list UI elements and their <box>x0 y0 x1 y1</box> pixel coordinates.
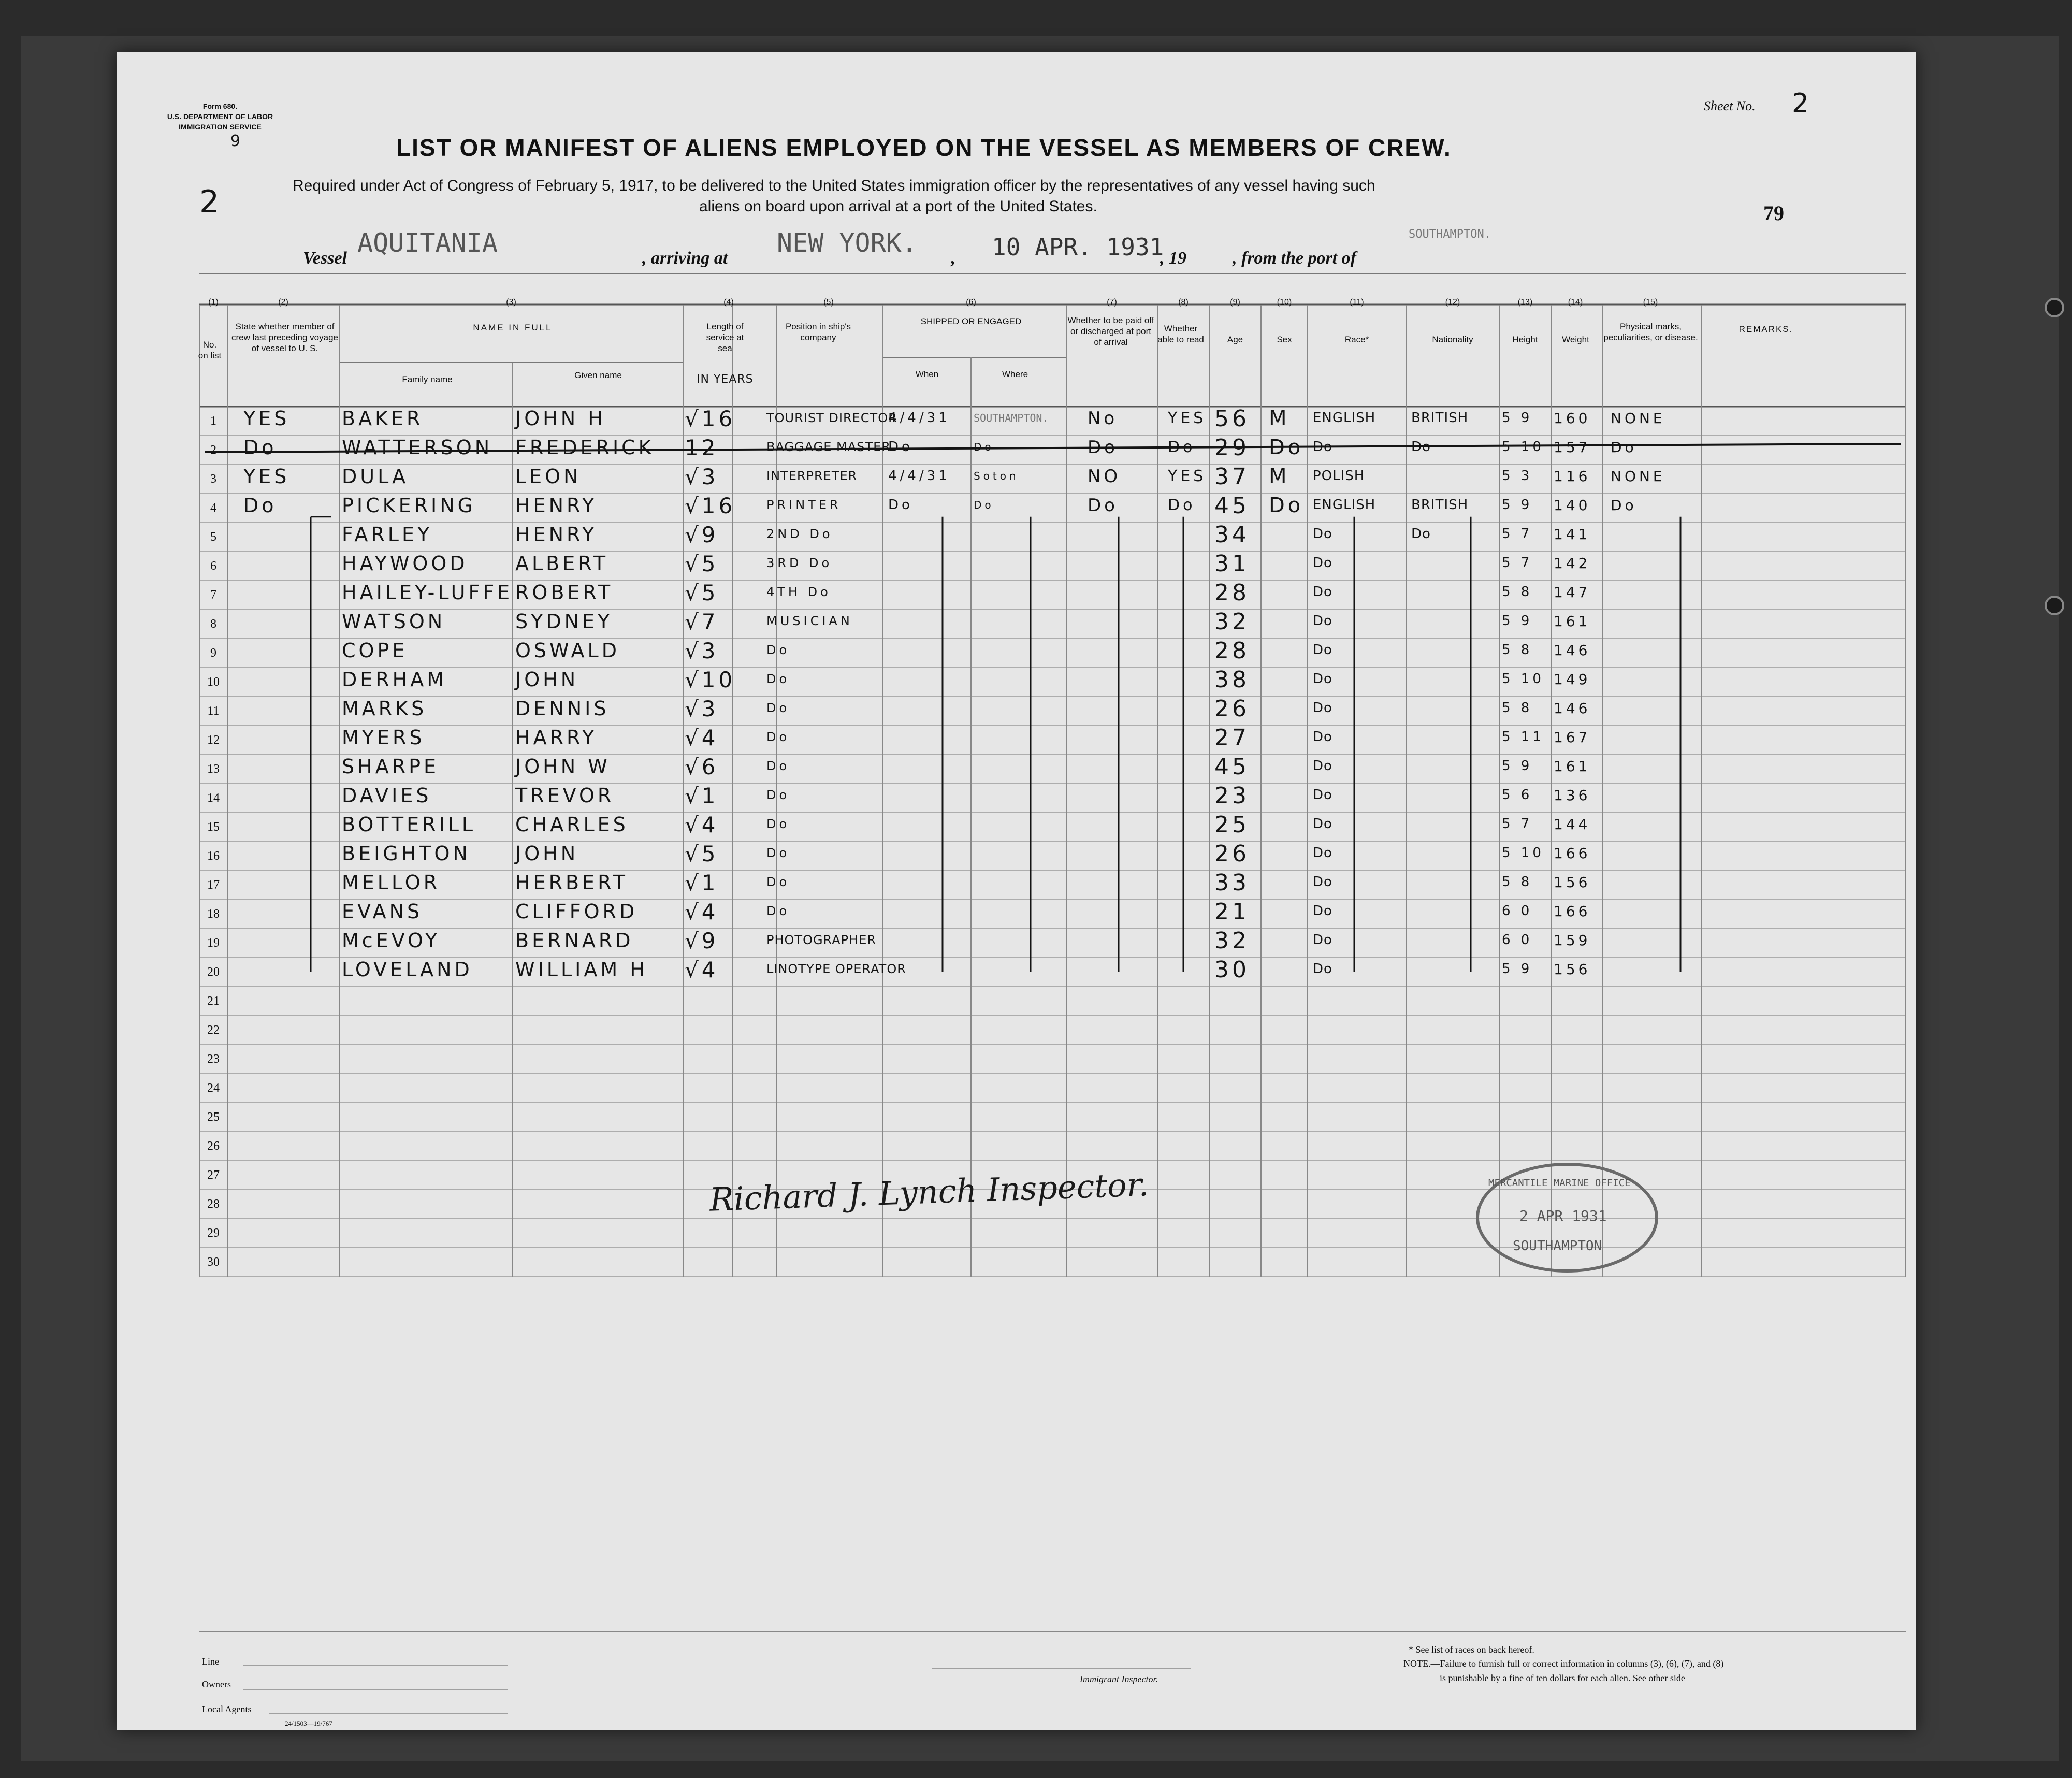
age-cell: 33 <box>1214 870 1250 896</box>
given-name-cell: HERBERT <box>515 871 628 894</box>
footer-inspector-label: Immigrant Inspector. <box>1080 1674 1158 1684</box>
row-number: 1 <box>210 414 216 428</box>
family-name-cell: LOVELAND <box>342 958 473 981</box>
race-cell: Do <box>1313 642 1332 658</box>
family-name-cell: EVANS <box>342 900 423 923</box>
weight-cell: 159 <box>1554 932 1591 949</box>
height-cell: 5 8 <box>1502 642 1533 658</box>
family-name-cell: COPE <box>342 639 408 662</box>
race-cell: ENGLISH <box>1313 497 1376 513</box>
weight-cell: 161 <box>1554 613 1591 630</box>
race-cell: ENGLISH <box>1313 410 1376 426</box>
race-cell: Do <box>1313 787 1332 803</box>
position-cell: LINOTYPE OPERATOR <box>766 962 906 976</box>
row-number: 11 <box>207 704 220 718</box>
weight-cell: 160 <box>1554 410 1591 427</box>
given-name-cell: HARRY <box>515 726 598 749</box>
row-number: 3 <box>210 472 216 486</box>
sex-cell: M <box>1269 465 1290 488</box>
shipped-when-cell: Do <box>888 439 913 455</box>
age-cell: 45 <box>1214 493 1250 519</box>
footer-agents-label: Local Agents <box>202 1704 252 1714</box>
row-number: 5 <box>210 530 216 544</box>
column-number: (2) <box>278 298 288 307</box>
family-name-cell: WATSON <box>342 610 446 633</box>
position-cell: PRINTER <box>766 498 842 512</box>
paid-off-cell: No <box>1088 408 1118 429</box>
height-cell: 5 8 <box>1502 874 1533 890</box>
subtitle-line-2: aliens on board upon arrival at a port of the United States. <box>699 198 1097 215</box>
family-name-cell: BEIGHTON <box>342 842 471 865</box>
sex-cell: M <box>1269 407 1290 430</box>
row-number: 19 <box>207 936 220 950</box>
age-cell: 23 <box>1214 783 1250 809</box>
given-name-cell: CHARLES <box>515 813 629 836</box>
prior-voyage-cell: Do <box>243 494 277 517</box>
service-length-cell: √16 <box>685 406 736 431</box>
given-name-cell: WILLIAM H <box>515 958 648 981</box>
form-number: Form 680. <box>202 102 238 110</box>
family-name-cell: HAYWOOD <box>342 552 468 575</box>
inspector-signature: Richard J. Lynch Inspector. <box>708 1165 1150 1219</box>
weight-cell: 141 <box>1554 526 1591 543</box>
row-number: 25 <box>207 1110 220 1124</box>
nationality-cell: BRITISH <box>1411 410 1469 426</box>
row-number: 14 <box>207 791 220 805</box>
service-length-cell: √5 <box>685 841 719 866</box>
able-to-read-cell: Do <box>1168 496 1196 514</box>
age-cell: 34 <box>1214 522 1250 548</box>
position-cell: 3RD Do <box>766 556 833 570</box>
height-cell: 5 10 <box>1502 439 1544 455</box>
seal-bottom-text: SOUTHAMPTON <box>1513 1238 1602 1254</box>
header-when: When <box>915 369 939 379</box>
weight-cell: 146 <box>1554 642 1591 659</box>
height-cell: 5 9 <box>1502 613 1533 629</box>
weight-cell: 166 <box>1554 845 1591 862</box>
position-cell: Do <box>766 643 790 657</box>
race-cell: POLISH <box>1313 468 1365 484</box>
vessel-name: AQUITANIA <box>357 228 498 258</box>
year-label: , 19 <box>1160 249 1186 268</box>
service-length-cell: √4 <box>685 899 719 924</box>
nationality-cell: Do <box>1411 439 1431 455</box>
height-cell: 6 0 <box>1502 932 1533 948</box>
age-cell: 56 <box>1214 406 1250 432</box>
nationality-cell: BRITISH <box>1411 497 1469 513</box>
family-name-cell: DERHAM <box>342 668 447 691</box>
footer-race-note: * See list of races on back hereof. <box>1409 1644 1534 1655</box>
service-length-cell: √4 <box>685 957 719 982</box>
service-length-cell: √3 <box>685 464 719 489</box>
given-name-cell: TREVOR <box>515 784 615 807</box>
given-name-cell: DENNIS <box>515 697 610 720</box>
row-number: 12 <box>207 733 220 747</box>
row-number: 6 <box>210 559 216 573</box>
given-name-cell: JOHN W <box>515 755 611 778</box>
weight-cell: 167 <box>1554 729 1591 746</box>
physical-marks-cell: NONE <box>1611 468 1665 485</box>
footer-note-line-1: NOTE.—Failure to furnish full or correct information in columns (3), (6), (7), and (8) <box>1403 1658 1724 1669</box>
race-cell: Do <box>1313 758 1332 774</box>
race-cell: Do <box>1313 671 1332 687</box>
race-cell: Do <box>1313 845 1332 861</box>
column-number: (10) <box>1277 298 1292 307</box>
comma-separator: , <box>950 249 955 268</box>
physical-marks-cell: NONE <box>1611 410 1665 427</box>
age-cell: 29 <box>1214 435 1250 461</box>
header-family-name: Family name <box>402 374 453 384</box>
height-cell: 5 8 <box>1502 584 1533 600</box>
family-name-cell: MYERS <box>342 726 425 749</box>
height-cell: 5 9 <box>1502 410 1533 426</box>
column-number: (7) <box>1107 298 1117 307</box>
row-number: 16 <box>207 849 220 863</box>
paid-off-cell: NO <box>1088 466 1121 487</box>
subtitle-line-1: Required under Act of Congress of February 5, 1917, to be delivered to the United States immigration officer by the representatives of any vessel having such <box>293 177 1375 194</box>
age-cell: 28 <box>1214 638 1250 664</box>
row-number: 22 <box>207 1023 220 1037</box>
row-number: 26 <box>207 1139 220 1153</box>
sex-cell: Do <box>1269 436 1304 459</box>
row-number: 2 <box>210 443 216 457</box>
header-sex: Sex <box>1277 335 1292 344</box>
nationality-cell: Do <box>1411 526 1431 542</box>
family-name-cell: BAKER <box>342 407 424 430</box>
service-length-cell: √6 <box>685 754 719 779</box>
row-number: 4 <box>210 501 216 515</box>
age-cell: 27 <box>1214 725 1250 751</box>
page-title: LIST OR MANIFEST OF ALIENS EMPLOYED ON THE VESSEL AS MEMBERS OF CREW. <box>396 134 1452 161</box>
height-cell: 5 9 <box>1502 961 1533 977</box>
position-cell: TOURIST DIRECTOR <box>766 411 897 425</box>
service-length-cell: √5 <box>685 551 719 576</box>
family-name-cell: WATTERSON <box>342 436 493 459</box>
race-cell: Do <box>1313 439 1332 455</box>
race-cell: Do <box>1313 961 1332 977</box>
column-number: (4) <box>723 298 734 307</box>
header-length-handwritten: IN YEARS <box>697 373 754 386</box>
age-cell: 32 <box>1214 609 1250 635</box>
service-length-cell: √3 <box>685 638 719 663</box>
age-cell: 37 <box>1214 464 1250 490</box>
service-length-cell: √4 <box>685 812 719 837</box>
position-cell: PHOTOGRAPHER <box>766 933 877 947</box>
header-height: Height <box>1512 335 1538 344</box>
arriving-label: , arriving at <box>642 249 728 268</box>
given-name-cell: FREDERICK <box>515 436 655 459</box>
column-number: (9) <box>1230 298 1240 307</box>
service-length-cell: √3 <box>685 696 719 721</box>
height-cell: 5 9 <box>1502 758 1533 774</box>
race-cell: Do <box>1313 903 1332 919</box>
header-nationality: Nationality <box>1432 335 1473 344</box>
from-port: SOUTHAMPTON. <box>1409 228 1491 241</box>
header-state-whether: State whether member of crew last preceding voyage of vessel to U. S. <box>231 322 338 353</box>
race-cell: Do <box>1313 700 1332 716</box>
footer-form-code: 24/1503—19/767 <box>285 1719 332 1727</box>
shipped-where-cell: Do <box>974 441 994 453</box>
column-number: (1) <box>208 298 219 307</box>
service-length-cell: 12 <box>685 435 719 460</box>
service-length-cell: √5 <box>685 580 719 605</box>
given-name-cell: CLIFFORD <box>515 900 638 923</box>
row-number: 18 <box>207 907 220 921</box>
seal-top-text: MERCANTILE MARINE OFFICE <box>1488 1177 1631 1189</box>
physical-marks-cell: Do <box>1611 497 1637 514</box>
row-number: 27 <box>207 1168 220 1182</box>
row-number: 21 <box>207 994 220 1008</box>
shipped-when-cell: 4/4/31 <box>888 410 950 426</box>
given-name-cell: HENRY <box>515 494 598 517</box>
age-cell: 26 <box>1214 696 1250 722</box>
weight-cell: 142 <box>1554 555 1591 572</box>
row-number: 24 <box>207 1081 220 1095</box>
column-number: (3) <box>506 298 516 307</box>
family-name-cell: DAVIES <box>342 784 432 807</box>
given-name-cell: JOHN H <box>515 407 606 430</box>
margin-number: 2 <box>199 184 223 220</box>
position-cell: Do <box>766 730 790 744</box>
shipped-where-cell: Do <box>974 499 994 511</box>
race-cell: Do <box>1313 874 1332 890</box>
weight-cell: 149 <box>1554 671 1591 688</box>
position-cell: Do <box>766 904 790 918</box>
height-cell: 5 10 <box>1502 671 1544 687</box>
physical-marks-cell: Do <box>1611 439 1637 456</box>
row-number: 23 <box>207 1052 220 1066</box>
weight-cell: 161 <box>1554 758 1591 775</box>
race-cell: Do <box>1313 613 1332 629</box>
given-name-cell: BERNARD <box>515 929 634 952</box>
race-cell: Do <box>1313 584 1332 600</box>
age-cell: 25 <box>1214 812 1250 838</box>
race-cell: Do <box>1313 729 1332 745</box>
shipped-when-cell: Do <box>888 497 913 513</box>
header-weight: Weight <box>1562 335 1589 344</box>
header-paid-off: Whether to be paid off or discharged at port of arrival <box>1067 315 1154 347</box>
service-length-cell: √7 <box>685 609 719 634</box>
header-shipped-or-engaged: SHIPPED OR ENGAGED <box>920 316 1022 326</box>
shipped-when-cell: 4/4/31 <box>888 468 950 484</box>
age-cell: 26 <box>1214 841 1250 867</box>
header-race: Race* <box>1344 335 1369 344</box>
column-number: (8) <box>1178 298 1189 307</box>
header-given-name: Given name <box>574 370 622 380</box>
given-name-cell: ALBERT <box>515 552 609 575</box>
height-cell: 5 10 <box>1502 845 1544 861</box>
row-number: 9 <box>210 646 216 660</box>
age-cell: 31 <box>1214 551 1250 577</box>
arrival-date-stamp: 10 APR. 1931 <box>992 233 1164 261</box>
position-cell: BAGGAGE MASTER <box>766 440 891 454</box>
age-cell: 45 <box>1214 754 1250 780</box>
position-cell: MUSICIAN <box>766 614 853 628</box>
row-number: 30 <box>207 1255 220 1269</box>
given-name-cell: HENRY <box>515 523 598 546</box>
corner-mark: 9 <box>230 132 244 150</box>
row-number: 13 <box>207 762 220 776</box>
weight-cell: 156 <box>1554 874 1591 891</box>
shipped-where-cell: Soton <box>974 470 1019 482</box>
header-physical-marks: Physical marks, peculiarities, or disease. <box>1603 322 1698 342</box>
given-name-cell: JOHN <box>515 842 579 865</box>
header-position: Position in ship's company <box>785 322 851 342</box>
header-length-of-service: Length of service at sea <box>706 322 744 353</box>
position-cell: 2ND Do <box>766 527 833 541</box>
footer-note-line-2: is punishable by a fine of ten dollars for each alien. See other side <box>1440 1673 1685 1683</box>
position-cell: Do <box>766 672 790 686</box>
age-cell: 38 <box>1214 667 1250 693</box>
page-number: 79 <box>1763 201 1784 225</box>
column-number: (14) <box>1568 298 1583 307</box>
header-no-on-list: No. on list <box>198 340 222 360</box>
paid-off-cell: Do <box>1088 495 1118 516</box>
position-cell: INTERPRETER <box>766 469 858 483</box>
mercantile-marine-office-seal <box>1476 1163 1658 1273</box>
weight-cell: 146 <box>1554 700 1591 717</box>
given-name-cell: SYDNEY <box>515 610 613 633</box>
sheet-number: 2 <box>1792 88 1813 119</box>
arriving-port: NEW YORK. <box>777 228 917 258</box>
age-cell: 30 <box>1214 957 1250 983</box>
weight-cell: 147 <box>1554 584 1591 601</box>
position-cell: Do <box>766 846 790 860</box>
prior-voyage-cell: YES <box>243 465 290 488</box>
height-cell: 5 11 <box>1502 729 1544 745</box>
age-cell: 28 <box>1214 580 1250 606</box>
form-header-block <box>158 101 282 132</box>
position-cell: Do <box>766 817 790 831</box>
given-name-cell: JOHN <box>515 668 579 691</box>
weight-cell: 116 <box>1554 468 1591 485</box>
height-cell: 5 6 <box>1502 787 1533 803</box>
column-number: (13) <box>1517 298 1533 307</box>
position-cell: Do <box>766 875 790 889</box>
service-length-cell: √10 <box>685 667 736 692</box>
row-number: 17 <box>207 878 220 892</box>
sheet-label: Sheet No. <box>1704 98 1756 113</box>
position-cell: Do <box>766 788 790 802</box>
department-name: U.S. DEPARTMENT OF LABOR <box>167 112 273 121</box>
height-cell: 5 8 <box>1502 700 1533 716</box>
service-length-cell: √9 <box>685 928 719 953</box>
age-cell: 32 <box>1214 928 1250 954</box>
family-name-cell: MARKS <box>342 697 427 720</box>
age-cell: 21 <box>1214 899 1250 925</box>
family-name-cell: FARLEY <box>342 523 433 546</box>
race-cell: Do <box>1313 932 1332 948</box>
row-number: 7 <box>210 588 216 602</box>
seal-date: 2 APR 1931 <box>1519 1207 1607 1224</box>
service-length-cell: √16 <box>685 493 736 518</box>
row-number: 15 <box>207 820 220 834</box>
given-name-cell: OSWALD <box>515 639 620 662</box>
able-to-read-cell: YES <box>1168 467 1207 485</box>
family-name-cell: SHARPE <box>342 755 440 778</box>
given-name-cell: LEON <box>515 465 582 488</box>
family-name-cell: DULA <box>342 465 409 488</box>
position-cell: Do <box>766 759 790 773</box>
height-cell: 5 7 <box>1502 816 1533 832</box>
weight-cell: 140 <box>1554 497 1591 514</box>
service-name: IMMIGRATION SERVICE <box>179 123 262 131</box>
family-name-cell: HAILEY-LUFFE <box>342 581 513 604</box>
from-port-label: , from the port of <box>1233 249 1356 268</box>
weight-cell: 166 <box>1554 903 1591 920</box>
paid-off-cell: Do <box>1088 437 1118 458</box>
column-number: (15) <box>1643 298 1658 307</box>
race-cell: Do <box>1313 555 1332 571</box>
column-number: (12) <box>1445 298 1460 307</box>
able-to-read-cell: YES <box>1168 409 1207 427</box>
column-number: (11) <box>1350 298 1364 307</box>
row-number: 20 <box>207 965 220 979</box>
race-cell: Do <box>1313 816 1332 832</box>
service-length-cell: √4 <box>685 725 719 750</box>
race-cell: Do <box>1313 526 1332 542</box>
weight-cell: 157 <box>1554 439 1591 456</box>
height-cell: 5 7 <box>1502 555 1533 571</box>
weight-cell: 156 <box>1554 961 1591 978</box>
column-number: (6) <box>966 298 976 307</box>
height-cell: 6 0 <box>1502 903 1533 919</box>
header-able-to-read: Whether able to read <box>1157 324 1204 344</box>
height-cell: 5 9 <box>1502 497 1533 513</box>
prior-voyage-cell: Do <box>243 436 277 459</box>
height-cell: 5 7 <box>1502 526 1533 542</box>
row-number: 28 <box>207 1197 220 1211</box>
vessel-label: Vessel <box>303 249 347 268</box>
shipped-where-cell: SOUTHAMPTON. <box>974 412 1049 424</box>
weight-cell: 144 <box>1554 816 1591 833</box>
weight-cell: 136 <box>1554 787 1591 804</box>
given-name-cell: ROBERT <box>515 581 614 604</box>
service-length-cell: √9 <box>685 522 719 547</box>
row-number: 10 <box>207 675 220 689</box>
footer-line-label: Line <box>202 1656 219 1667</box>
row-number: 29 <box>207 1226 220 1240</box>
family-name-cell: BOTTERILL <box>342 813 476 836</box>
row-number: 8 <box>210 617 216 631</box>
able-to-read-cell: Do <box>1168 438 1196 456</box>
service-length-cell: √1 <box>685 870 719 895</box>
header-name-in-full: NAME IN FULL <box>473 323 553 333</box>
family-name-cell: PICKERING <box>342 494 476 517</box>
service-length-cell: √1 <box>685 783 719 808</box>
position-cell: Do <box>766 701 790 715</box>
height-cell: 5 3 <box>1502 468 1533 484</box>
family-name-cell: MELLOR <box>342 871 441 894</box>
family-name-cell: McEVOY <box>342 929 441 952</box>
header-remarks: REMARKS. <box>1738 324 1793 334</box>
header-where: Where <box>1002 369 1028 379</box>
prior-voyage-cell: YES <box>243 407 290 430</box>
position-cell: 4TH Do <box>766 585 831 599</box>
sex-cell: Do <box>1269 494 1304 517</box>
column-number: (5) <box>823 298 834 307</box>
footer-owners-label: Owners <box>202 1679 231 1689</box>
header-age: Age <box>1227 335 1243 344</box>
